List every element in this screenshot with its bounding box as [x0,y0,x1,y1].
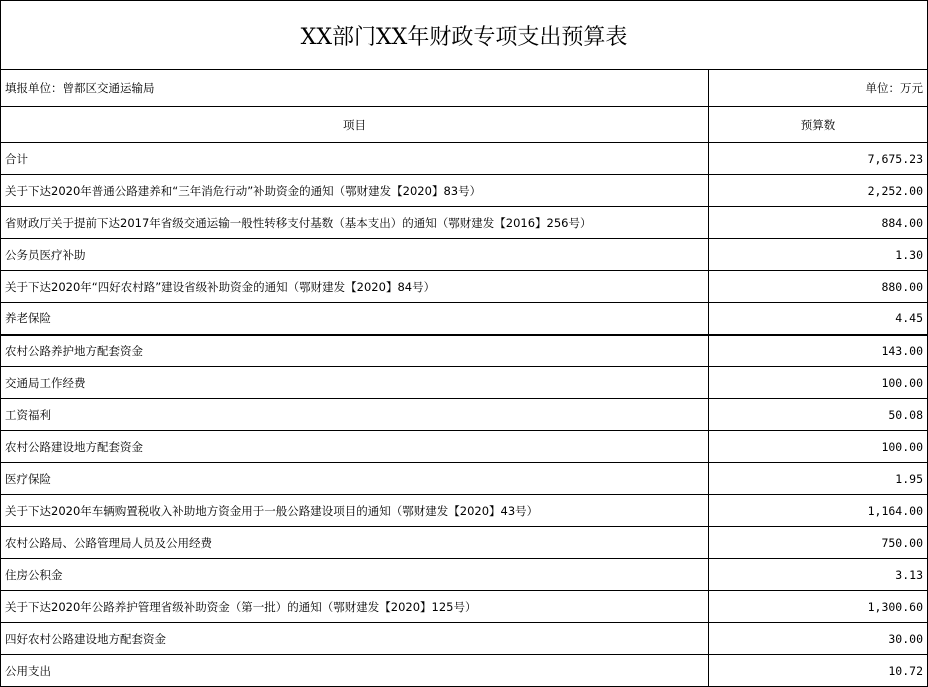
table-row [1,655,928,687]
row-item: 四好农村公路建设地方配套资金 [1,623,709,655]
row-item: 关于下达2020年公路养护管理省级补助资金（第一批）的通知（鄂财建发【2020】125号） [1,591,709,623]
row-item: 关于下达2020年“四好农村路”建设省级补助资金的通知（鄂财建发【2020】84号） [1,271,709,303]
table-row [1,623,928,655]
table-row [1,303,928,335]
filing-unit: 填报单位：曾都区交通运输局 [1,70,709,107]
row-amount: 750.00 [709,527,928,559]
row-item: 关于下达2020年普通公路建养和“三年消危行动”补助资金的通知（鄂财建发【2020】83号） [1,175,709,207]
table-row [1,367,928,399]
table-row [1,335,928,367]
header-row [1,107,928,143]
row-item: 工资福利 [1,399,709,431]
row-amount: 7,675.23 [709,143,928,175]
table-row [1,239,928,271]
row-item: 农村公路养护地方配套资金 [1,335,709,367]
row-amount: 10.72 [709,655,928,687]
row-item: 养老保险 [1,303,709,335]
table-row [1,207,928,239]
table-row [1,399,928,431]
document-title: XX部门XX年财政专项支出预算表 [1,1,928,70]
row-item: 医疗保险 [1,463,709,495]
table-row [1,463,928,495]
row-amount: 143.00 [709,335,928,367]
row-item: 关于下达2020年车辆购置税收入补助地方资金用于一般公路建设项目的通知（鄂财建发【2020】43号） [1,495,709,527]
column-header-amount: 预算数 [709,107,928,143]
row-amount: 30.00 [709,623,928,655]
table-row [1,527,928,559]
row-amount: 1,300.60 [709,591,928,623]
row-amount: 1.30 [709,239,928,271]
meta-row [1,70,928,107]
table-row [1,495,928,527]
table-row [1,143,928,175]
title-row [1,1,928,70]
row-item: 公用支出 [1,655,709,687]
row-item: 交通局工作经费 [1,367,709,399]
row-amount: 1,164.00 [709,495,928,527]
table-row [1,271,928,303]
table-row [1,559,928,591]
row-amount: 884.00 [709,207,928,239]
row-amount: 100.00 [709,367,928,399]
row-amount: 100.00 [709,431,928,463]
row-item: 农村公路建设地方配套资金 [1,431,709,463]
row-amount: 3.13 [709,559,928,591]
row-item: 省财政厅关于提前下达2017年省级交通运输一般性转移支付基数（基本支出）的通知（鄂财建发【2016】256号） [1,207,709,239]
row-amount: 2,252.00 [709,175,928,207]
row-item: 公务员医疗补助 [1,239,709,271]
row-item: 住房公积金 [1,559,709,591]
table-row [1,175,928,207]
unit-label: 单位：万元 [709,70,928,107]
row-amount: 4.45 [709,303,928,335]
table-row [1,431,928,463]
row-amount: 880.00 [709,271,928,303]
column-header-item: 项目 [1,107,709,143]
table-row [1,591,928,623]
row-amount: 1.95 [709,463,928,495]
row-amount: 50.08 [709,399,928,431]
row-item: 合计 [1,143,709,175]
row-item: 农村公路局、公路管理局人员及公用经费 [1,527,709,559]
